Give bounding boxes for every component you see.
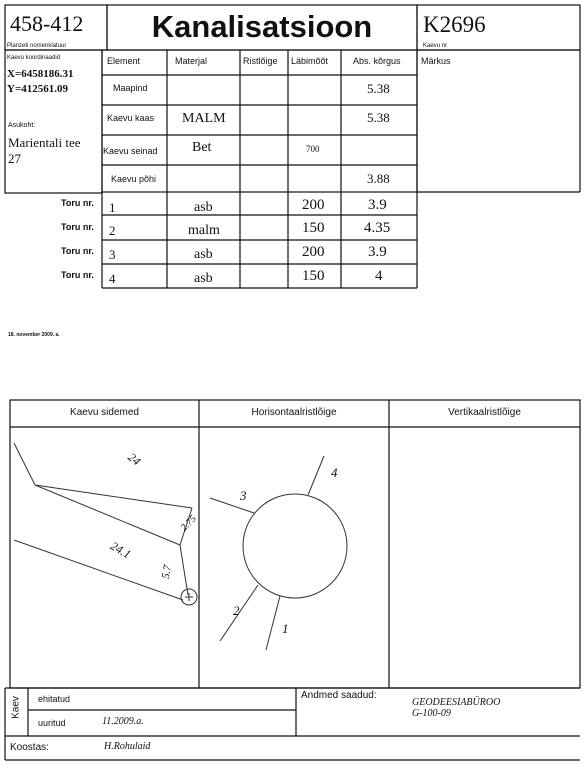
pipe-diameter-4: 150 xyxy=(302,268,325,284)
col-header-material: Materjal xyxy=(175,56,208,66)
nomenclature-value: 458-412 xyxy=(10,11,84,36)
pipe-label-1: Toru nr. xyxy=(61,198,94,208)
pipe-diameter-1: 200 xyxy=(302,197,325,213)
row-element-pohi: Kaevu põhi xyxy=(111,174,157,184)
col-header-cross: Ristlõige xyxy=(243,56,278,66)
col-header-diameter: Läbimõõt xyxy=(291,56,329,66)
row-material-seinad: Bet xyxy=(192,140,212,155)
nomenclature-label: Planzeti nomenklatuur xyxy=(7,43,67,49)
well-id-label: Kaevu nr xyxy=(423,43,448,49)
coords-label: Kaevu koordinaadid xyxy=(7,55,61,61)
address-line2: 27 xyxy=(8,151,21,166)
sketch-header-vertical: Vertikaalristlõige xyxy=(448,407,521,418)
pipe-nr-2: 2 xyxy=(109,223,116,238)
sketch-mark-241: 24.1 xyxy=(108,538,134,562)
data-source-label: Andmed saadud: xyxy=(301,690,377,701)
cross-section-shape xyxy=(210,456,347,650)
row-abs-maapind: 5.38 xyxy=(367,81,390,96)
pipe-abs-2: 4.35 xyxy=(364,220,391,236)
address-line1: Marientali tee xyxy=(8,135,81,150)
pipe-material-3: asb xyxy=(194,247,213,262)
row-element-maapind: Maapind xyxy=(113,83,148,93)
x-coordinate: X=6458186.31 xyxy=(7,68,74,80)
sketch-pipe-4: 4 xyxy=(331,465,338,480)
col-header-abs: Abs. kõrgus xyxy=(353,56,401,66)
pipe-diameter-2: 150 xyxy=(302,220,325,236)
pipe-material-4: asb xyxy=(194,271,213,286)
pipe-material-2: malm xyxy=(188,223,220,238)
checked-label: uuritud xyxy=(38,718,66,728)
pipe-material-1: asb xyxy=(194,200,213,215)
pipe-label-4: Toru nr. xyxy=(61,270,94,280)
page-title: Kanalisatsioon xyxy=(151,9,373,44)
row-diameter-seinad: 700 xyxy=(306,144,320,154)
sketch-pipe-3: 3 xyxy=(240,488,247,503)
row-material-kaas: MALM xyxy=(182,111,226,126)
row-element-seinad: Kaevu seinad xyxy=(103,146,158,156)
data-source-value2: G-100-09 xyxy=(412,708,451,719)
well-id: K2696 xyxy=(423,12,486,37)
pipe-label-3: Toru nr. xyxy=(61,246,94,256)
sketch-mark-57: 5.7 xyxy=(159,564,174,580)
pipe-diameter-3: 200 xyxy=(302,244,325,260)
row-element-kaas: Kaevu kaas xyxy=(107,113,155,123)
pipe-abs-3: 3.9 xyxy=(368,244,387,260)
built-label: ehitatud xyxy=(38,694,71,704)
sketch-mark-24: 24 xyxy=(125,449,144,469)
author-label: Koostas: xyxy=(10,742,49,753)
col-header-element: Element xyxy=(107,56,141,66)
sketch-pipe-2: 2 xyxy=(233,603,240,618)
pipe-nr-4: 4 xyxy=(109,271,116,286)
y-coordinate: Y=412561.09 xyxy=(7,83,68,95)
sketch-pipe-1: 1 xyxy=(282,621,289,636)
sketch-header-horizontal: Horisontaalristlõige xyxy=(251,407,337,418)
col-header-remark: Märkus xyxy=(421,56,451,66)
row-abs-kaas: 5.38 xyxy=(367,110,390,125)
row-abs-pohi: 3.88 xyxy=(367,171,390,186)
sketch-header-connections: Kaevu sidemed xyxy=(70,407,139,418)
pipe-abs-4: 4 xyxy=(375,268,383,284)
footer-side-label: Kaev xyxy=(10,696,22,719)
sketch-mark-275: 2.75 xyxy=(178,513,199,534)
pipe-abs-1: 3.9 xyxy=(368,197,387,213)
author-value: H.Rohulaid xyxy=(104,741,151,752)
connection-lines xyxy=(14,443,197,605)
pipe-nr-3: 3 xyxy=(109,247,116,262)
checked-value: 11.2009.a. xyxy=(102,716,144,727)
pipe-nr-1: 1 xyxy=(109,200,116,215)
address-label: Asukoht: xyxy=(8,122,36,129)
data-source-value1: GEODEESIABÜROO xyxy=(412,697,501,708)
pipe-label-2: Toru nr. xyxy=(61,222,94,232)
date-stamp: 18. november 2009. a. xyxy=(8,332,60,338)
